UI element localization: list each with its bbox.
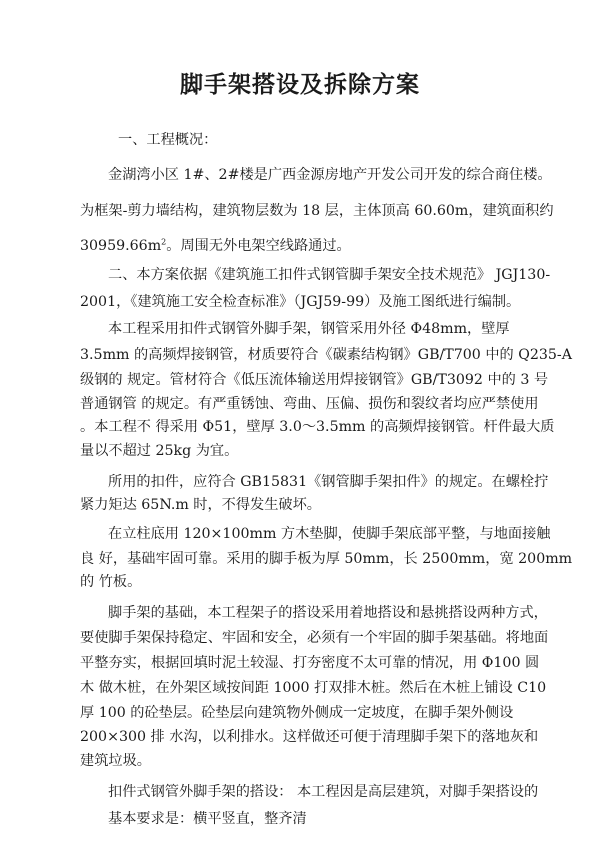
paragraph-line: 。本工程不 得采用 Φ51，壁厚 3.0～3.5mm 的高频焊接钢管。杆件最大质 [80, 419, 555, 435]
paragraph-line: 普通钢管 的规定。有严重锈蚀、弯曲、压偏、损伤和裂纹者均应严禁使用 [80, 396, 539, 412]
paragraph-line: 本工程采用扣件式钢管外脚手架，钢管采用外径 Φ48mm，壁厚 [108, 321, 510, 337]
paragraph-line: 量以不超过 25kg 为宜。 [80, 443, 239, 459]
paragraph-line: 要使脚手架保持稳定、牢固和安全，必须有一个牢固的脚手架基础。将地面 [80, 630, 549, 646]
paragraph-line: 建筑垃圾。 [80, 753, 151, 769]
paragraph-line [80, 237, 351, 255]
document-title: 脚手架搭设及拆除方案 [180, 72, 420, 98]
paragraph-line: 的 竹板。 [80, 574, 142, 590]
paragraph-line: 二、本方案依据《建筑施工扣件式钢管脚手架安全技术规范》 JGJ130- [108, 267, 551, 283]
paragraph-line: 脚手架的基础，本工程架子的搭设采用着地搭设和悬挑搭设两种方式， [108, 605, 548, 621]
paragraph-line: 厚 100 的砼垫层。砼垫层向建筑物外侧成一定坡度，在脚手架外侧设 [80, 705, 514, 721]
paragraph-line: 在立柱底用 120×100mm 方木垫脚，使脚手架底部平整，与地面接触 [108, 526, 551, 542]
superscript-2: 2 [161, 237, 167, 247]
paragraph-line: 200×300 排 水沟，以利排水。这样做还可便于清理脚手架下的落地灰和 [80, 729, 539, 745]
area-value: 30959.66m [80, 238, 162, 254]
paragraph-line: 平整夯实，根据回填时泥土较湿、打夯密度不太可靠的情况，用 Φ100 圆 [80, 655, 540, 671]
paragraph-line: 良 好，基础牢固可靠。采用的脚手板为厚 50mm，长 2500mm，宽 200mm [80, 551, 573, 567]
paragraph-line-tail: 。周围无外电架空线路通过。 [166, 238, 351, 254]
paragraph-line: 为框架-剪力墙结构，建筑物层数为 18 层，主体顶高 60.60m，建筑面积约 [80, 203, 554, 219]
paragraph-line: 紧力矩达 65N.m 时，不得发生破坏。 [80, 497, 321, 513]
paragraph-line: 2001，《建筑施工安全检查标准》（JGJ59-99）及施工图纸进行编制。 [80, 294, 521, 310]
paragraph-line: 一、工程概况： [118, 132, 218, 148]
paragraph-line: 金湖湾小区 1#、2#楼是广西金源房地产开发公司开发的综合商住楼。 [108, 167, 552, 183]
paragraph-line: 基本要求是：横平竖直，整齐清 [108, 811, 307, 827]
paragraph-line: 木 做木桩，在外架区域按间距 1000 打双排木桩。然后在木桩上铺设 C10 [80, 680, 547, 696]
paragraph-line: 3.5mm 的高频焊接钢管，材质要符合《碳素结构钢》GB/T700 中的 Q235-A [80, 347, 572, 363]
paragraph-line: 扣件式钢管外脚手架的搭设： 本工程因是高层建筑，对脚手架搭设的 [108, 784, 539, 800]
paragraph-line: 所用的扣件，应符合 GB15831《钢管脚手架扣件》的规定。在螺栓拧 [108, 474, 549, 490]
paragraph-line: 级钢的 规定。管材符合《低压流体输送用焊接钢管》GB/T3092 中的 3 号 [80, 372, 549, 388]
